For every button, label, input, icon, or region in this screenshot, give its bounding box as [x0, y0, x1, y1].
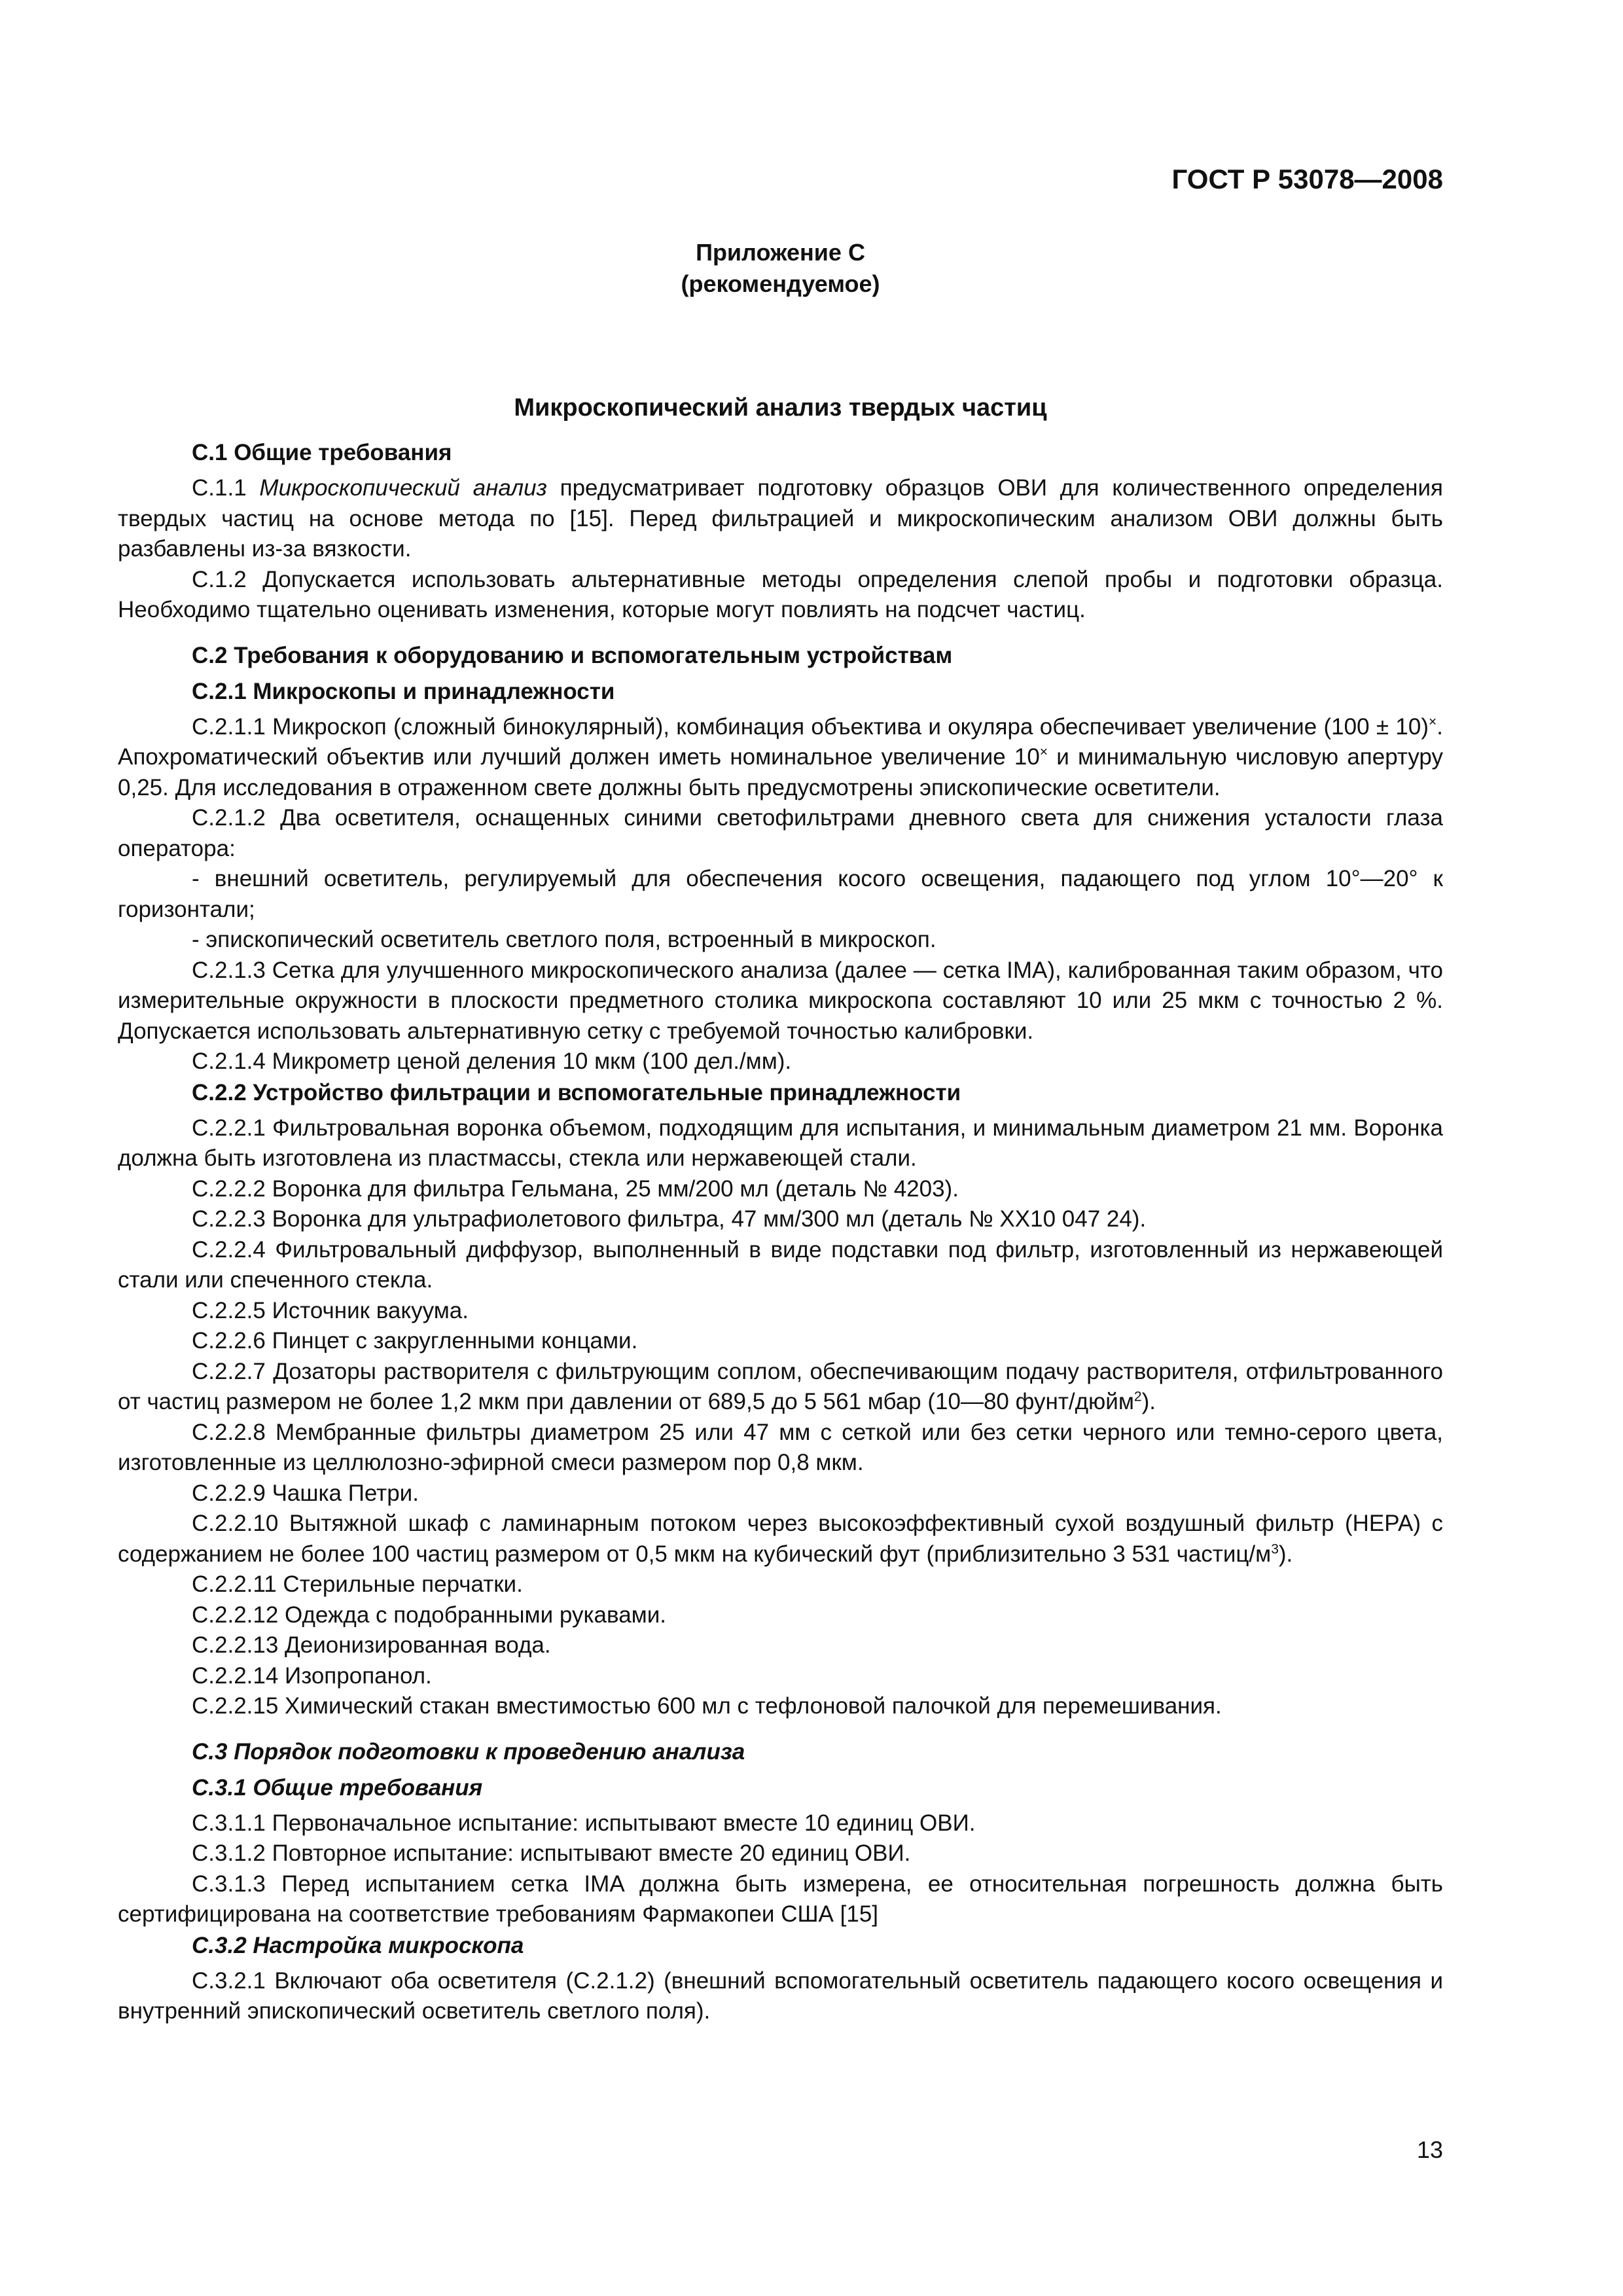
subsection-heading-c2-2: С.2.2 Устройство фильтрации и вспомогательные принадлежности — [192, 1079, 961, 1105]
paragraph-c2-2-3: С.2.2.3 Воронка для ультрафиолетового фильтра, 47 мм/300 мл (деталь № XX10 047 24). — [192, 1206, 1147, 1232]
list-item: - эпископический осветитель светлого поля, встроенный в микроскоп. — [192, 927, 936, 952]
paragraph-c2-1-2: С.2.1.2 Два осветителя, оснащенных синими светофильтрами дневного света для снижения усталости глаза оператора: — [118, 805, 1443, 861]
paragraph-c2-2-13: С.2.2.13 Деионизированная вода. — [192, 1632, 551, 1658]
paragraph-c2-2-5: С.2.2.5 Источник вакуума. — [192, 1297, 469, 1323]
paragraph-c2-2-9: С.2.2.9 Чашка Петри. — [192, 1480, 419, 1506]
section-heading-c2: С.2 Требования к оборудованию и вспомогательным устройствам — [192, 642, 953, 668]
paragraph-c2-2-8: С.2.2.8 Мембранные фильтры диаметром 25 или 47 мм с сеткой или без сетки черного или темно-серого цвета, изготовленные из целлюлозно-эфирной смеси размером пор 0,8 мкм. — [118, 1419, 1443, 1475]
section-heading-c3: С.3 Порядок подготовки к проведению анализа — [192, 1738, 745, 1765]
appendix-status: (рекомендуемое) — [681, 270, 880, 297]
paragraph-c3-1-1: С.3.1.1 Первоначальное испытание: испытывают вместе 10 единиц ОВИ. — [192, 1810, 976, 1836]
standard-code: ГОСТ Р 53078—2008 — [1171, 164, 1443, 194]
paragraph-c2-2-12: С.2.2.12 Одежда с подобранными рукавами. — [192, 1602, 667, 1628]
appendix-title: Приложение С — [696, 239, 865, 266]
paragraph-c2-2-7: С.2.2.7 Дозаторы растворителя с фильтрующим соплом, обеспечивающим подачу растворителя, отфильтрованного от частиц размером не более 1,2 мкм при давлении от 689,5 до 5 561 мбар (10—80 фунт/дюйм$^2$). — [118, 1358, 1443, 1414]
paragraph-c2-2-14: С.2.2.14 Изопропанол. — [192, 1662, 432, 1689]
paragraph-c2-2-6: С.2.2.6 Пинцет с закругленными концами. — [192, 1328, 638, 1354]
paragraph-c2-1-4: С.2.1.4 Микрометр ценой деления 10 мкм (100 дел./мм). — [192, 1049, 792, 1074]
paragraph-c2-1-3: С.2.1.3 Сетка для улучшенного микроскопического анализа (далее — сетка IMA), калиброванная таким образом, что измерительные окружности в плоскости предметного столика микроскопа составляют 10 или 25 мкм с точностью 2 %. Допускается использовать альтернативную сетку с требуемой точностью калибровки. — [118, 957, 1443, 1044]
paragraph-c2-2-10: С.2.2.10 Вытяжной шкаф с ламинарным потоком через высокоэффективный сухой воздушный фильтр (HEPA) с содержанием не более 100 частиц размером от 0,5 мкм на кубический фут (приблизительно 3 531 частиц/$м^3$). — [118, 1511, 1443, 1567]
paragraph-c2-2-15: С.2.2.15 Химический стакан вместимостью 600 мл с тефлоновой палочкой для перемешивания. — [192, 1693, 1222, 1719]
magnification-sign: × — [1039, 744, 1048, 760]
section-heading-c1: С.1 Общие требования — [192, 440, 452, 465]
paragraph-c3-2-1: С.3.2.1 Включают оба осветителя (С.2.1.2) (внешний вспомогательный осветитель падающего косого освещения и внутренний эпископический осветитель светлого поля). — [118, 1967, 1443, 2024]
paragraph-c3-1-3: С.3.1.3 Перед испытанием сетка IMA должна быть измерена, ее относительная погрешность должна быть сертифицирована на соответствие требованиям Фармакопеи США [15] — [118, 1871, 1443, 1927]
paragraph-c2-2-2: С.2.2.2 Воронка для фильтра Гельмана, 25 мм/200 мл (деталь № 4203). — [192, 1175, 959, 1202]
exponent: 3 — [1271, 1541, 1279, 1556]
paragraph-c2-2-4: С.2.2.4 Фильтровальный диффузор, выполненный в виде подставки под фильтр, изготовленный из нержавеющей стали или спеченного стекла. — [118, 1236, 1443, 1293]
paragraph-c2-2-11: С.2.2.11 Стерильные перчатки. — [192, 1571, 523, 1597]
paragraph-c1-2: С.1.2 Допускается использовать альтернативные методы определения слепой пробы и подготовки образца. Необходимо тщательно оценивать изменения, которые могут повлиять на подсчет частиц. — [118, 566, 1443, 622]
page-number: 13 — [1416, 2136, 1443, 2163]
subsection-heading-c3-2: С.3.2 Настройка микроскопа — [192, 1932, 524, 1958]
document-title: Микроскопический анализ твердых частиц — [514, 394, 1047, 422]
paragraph-c3-1-2: С.3.1.2 Повторное испытание: испытывают вместе 20 единиц ОВИ. — [192, 1840, 911, 1866]
clause-number: С.1.1 — [192, 475, 247, 501]
term-emphasis: Микроскопический анализ — [259, 475, 547, 501]
appendix-block — [118, 237, 1443, 300]
paragraph-c2-1-1: С.2.1.1 Микроскоп (сложный бинокулярный), комбинация объектива и окуляра обеспечивает увеличение (100 ± 10)×. Апохроматический объектив или лучший должен иметь номинальное увеличение 10× и минимальную числовую апертуру 0,25. Для исследования в отраженном свете должны быть предусмотрены эпископические осветители. — [118, 713, 1443, 800]
paragraph-c2-2-1: С.2.2.1 Фильтровальная воронка объемом, подходящим для испытания, и минимальным диаметром 21 мм. Воронка должна быть изготовлена из пластмассы, стекла или нержавеющей стали. — [118, 1115, 1443, 1171]
list-item: - внешний осветитель, регулируемый для обеспечения косого освещения, падающего под углом 10°—20° к горизонтали; — [118, 866, 1443, 922]
subsection-heading-c2-1: С.2.1 Микроскопы и принадлежности — [192, 678, 615, 704]
subsection-heading-c3-1: С.3.1 Общие требования — [192, 1774, 483, 1801]
exponent: 2 — [1133, 1389, 1142, 1405]
paragraph-text: предусматривает подготовку образцов ОВИ для количественного определения твердых частиц на основе метода по [15]. Перед фильтрацией и микроскопическим анализом ОВИ должны быть разбавлены из-за вязкости. — [118, 475, 1443, 562]
paragraph-c1-1 — [118, 473, 1443, 565]
magnification-sign: × — [1429, 713, 1437, 729]
